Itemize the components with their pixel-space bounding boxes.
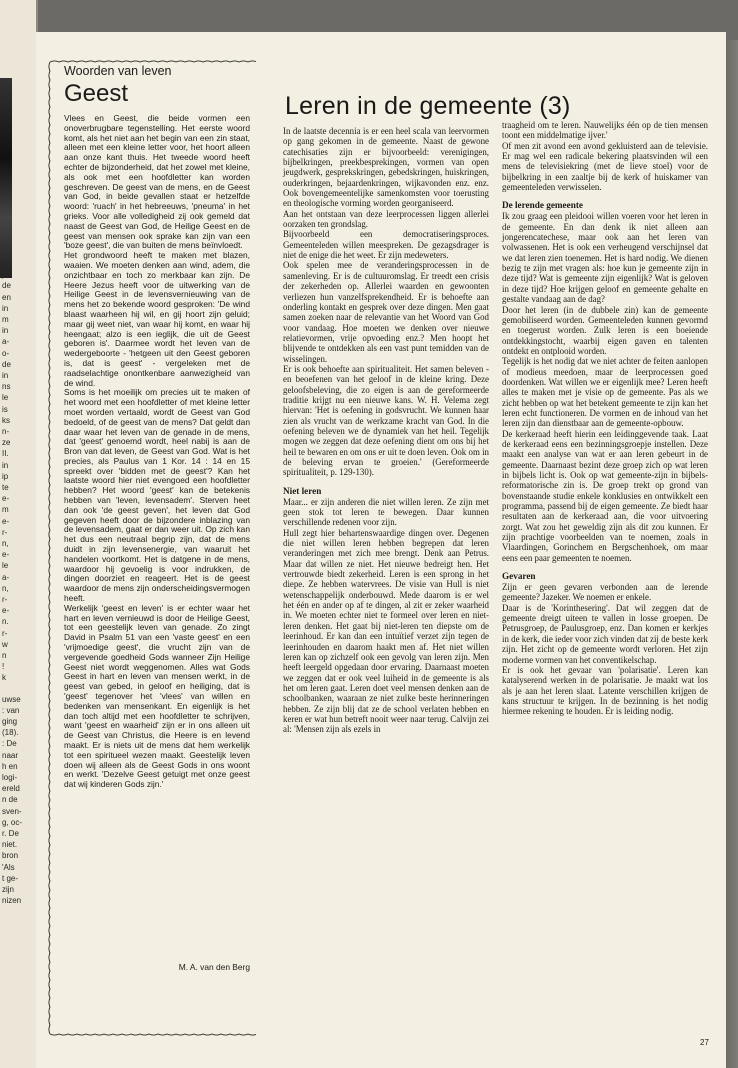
previous-page-fragment: n de [2, 795, 18, 805]
page-number: 27 [700, 1038, 709, 1047]
previous-page-fragment: in [2, 326, 9, 336]
previous-page-fragment: is [2, 404, 8, 414]
previous-page-fragment: sven- [2, 806, 22, 816]
article-column-2 [502, 120, 708, 717]
previous-page-fragment: o- [2, 348, 10, 358]
previous-page-fragment: in [2, 460, 9, 470]
previous-page-fragment: a- [2, 337, 10, 347]
previous-page-fragment: ! [2, 662, 5, 672]
previous-page-fragment: 'Als [2, 862, 15, 872]
previous-page-fragment: nizen [2, 896, 22, 906]
previous-page-fragment: r- [2, 628, 8, 638]
previous-page-fragment: e- [2, 606, 10, 616]
previous-page-fragment: ging [2, 717, 18, 726]
box-paragraph: Werkelijk 'geest en leven' is er echter waar het hart en leven vernieuwd is door de Heilige Geest, tot een geestelijk leven van genade. Zo zingt David in Psalm 51 van een 'vaste geest' en een 'vrijmoedige geest', die vrucht zijn van de vergevende goedheid Gods wanneer Zijn Heilige Geest niet wordt weggenomen. Alles wat Gods Geest in hart en leven van mensen werkt, in de geest van gebed, in geloof en heiliging, dat is 'geest' tegenover het 'vlees' van willen en bedenken van mensenkant. En eigenlijk is het dan toch altijd met een hoofdletter te schrijven, want 'geest en waarheid' zijn er in ons alleen uit de Geest van Christus, die Heere is en levend maakt. Er is niets uit de mens dat hem werkelijk tot een spiritueel wezen maakt. Geestelijk leven doen wij alleen als de Geest Gods in ons woont en werkt. 'Dezelve Geest getuigt met onze geest dat wij kinderen Gods zijn.' [64, 602, 250, 790]
article-paragraph: Of men zit avond een avond gekluisterd aan de televisie. Er mag wel een radicale bekering plaatsvinden wil een mens de televisiekring (met de lieve stoel) voor de bijbelkring in een zaaltje bij de kerk of huiskamer van gemeenteleden verwisselen. [502, 140, 708, 193]
previous-page-fragment: n- [2, 427, 10, 436]
previous-page-fragment: e- [2, 516, 10, 526]
previous-page-fragment: m [2, 505, 9, 515]
box-paragraph: Vlees en Geest, die beide vormen een onoverbrugbare tegenstelling. Het eerste woord komt, als het niet aan het begin van een zin staat, alleen met een kleine letter voor, het hoort alleen aan onze kant thuis. Het tweede woord heeft echter de bijzonderheid, dat het zowel met kleine, als ook met een hoofdletter kan worden geschreven. De geest van de mens, en de Geest van God, in beide gevallen staat er hetzelfde woord: 'ruach' in het hebreeuws, 'pneuma' in het grieks. Voor alle volledigheid zij ook gemeld dat naast de Geest van God, de Heilige Geest en de geest van mensen ook sprake kan zijn van een 'boze geest', die van buiten de mens beïnvloedt. [64, 113, 250, 251]
previous-page-fragment: en [2, 259, 11, 268]
section-heading: Gevaren [502, 571, 536, 582]
section-heading: Niet leren [283, 485, 322, 496]
previous-page-fragment: (18). [2, 728, 19, 738]
paragraph-gap [502, 563, 708, 571]
previous-page-fragment: e- [2, 550, 10, 560]
previous-page-fragment: zijn [2, 885, 15, 894]
previous-page-fragment: r. De [2, 829, 19, 838]
previous-page-edge [0, 0, 38, 1068]
previous-page-fragment: te [2, 483, 9, 492]
article-column-1 [283, 126, 489, 735]
article-paragraph: Zijn er geen gevaren verbonden aan de lerende gemeente? Jazeker. We noemen er enkele. [502, 582, 708, 603]
box-paragraph: Soms is het moeilijk om precies uit te maken of het woord met een hoofdletter of met kleine letter moet worden vertaald, wordt de Geest van God bedoeld, of de geest van de mens? Dat geldt dan daar waar het leven van de genade in de mens, dat 'geest' genoemd wordt, heel nabij is aan de Bron van dat leven, de Geest van God. Wat is het precies, als Paulus van 1 Kor. 14 : 14 en 15 spreekt over 'bidden met de geest'? Kan het laatste woord hier niet evengoed een hoofdletter hebben? Het woord 'geest' kan de betekenis hebben van 'leven, levensadem'. Sterven heet dan ook 'de geest geven', het leven dat God gegeven heeft door de bijzondere inblazing van de levensadem, gaat er dan weer uit. Op zich kan het dus een neutraal begrip zijn, dat de mens duidt in zijn levensenergie, van waaruit het handelen voortkomt. Het is datgene in de mens, waardoor hij gevoelig is voor indrukken, de dingen doorziet en reageert. Het is de geest waardoor de mens zijn onderscheidingsvermogen heeft. [64, 387, 250, 604]
previous-page-fragment: n, [2, 539, 9, 548]
article-paragraph: Door het leren (in de dubbele zin) kan de gemeente gemobiliseerd worden. Gemeenteleden kunnen gevormd en toegerust worden. Zulk leren is een boeiende ontdekkingstocht, waarbij eigen gaven en talenten ontdekt en ontplooid worden. [502, 304, 708, 356]
article-paragraph: Aan het ontstaan van deze leerprocessen liggen allerlei oorzaken ten grondslag. [283, 208, 489, 230]
previous-page-fragment: le [2, 561, 9, 571]
previous-page-fragment: : De [2, 739, 17, 749]
previous-page-fragment: logi- [2, 773, 18, 782]
article-paragraph: Tegelijk is het nodig dat we niet achter de feiten aanlopen of modieus meedoen, maar de leerprocessen goed doordenken. Wat willen we er eigenlijk mee? Leren heeft alles te maken met je visie op de gemeente. Pas als we zicht hebben op wat het betekent gemeente te zijn kan het leren echt functioneren. De vormen en de inhoud van het leren zijn dan dienstbaar aan de gemeente-opbouw. [502, 356, 708, 429]
previous-page-fragment: ks [2, 415, 10, 425]
previous-page-fragment: naar [2, 750, 19, 760]
box-body [64, 114, 250, 790]
article-paragraph: Ook spelen mee de veranderingsprocessen in de samenleving. Er is de cultuuromslag. Er treedt een crisis der zekerheden op. Allerlei waarden en gewoonten verliezen hun vanzelfsprekendheid. Er is behoefte aan onderling kontakt en gesprek over deze dingen. Men gaat samen zoeken naar de relevantie van het Woord van God voor vandaag. Hoe moeten we denken over nieuwe relatievormen, vrije opvoeding enz.? Men hoopt het blijvende te ontdekken als een vast punt temidden van de wisselingen. [283, 260, 489, 364]
section-heading: De lerende gemeente [502, 200, 583, 211]
previous-page-fragment: jf, [2, 270, 9, 280]
article-paragraph: In de laatste decennia is er een heel scala van leervormen op gang gekomen in de gemeente. Naast de gewone catechisaties zijn er bijvoorbeeld: verenigingen, bijbelkringen, preekbesprekingen, vormen van open jeugdwerk, gesprekskringen, gebedskringen, huiskringen, ouderkringen, bejaardenkringen, wijkavonden enz. enz. Ook bovengemeentelijke samenkomsten voor toerusting en theologische vorming worden georganiseerd. [283, 126, 489, 209]
previous-page-fragment: uwse [2, 694, 21, 704]
previous-page-fragment: r- [2, 595, 8, 604]
box-signature: M. A. van den Berg [178, 962, 250, 972]
previous-page-fragment: e- [2, 494, 10, 504]
previous-page-fragment: niet. [2, 840, 18, 850]
article-paragraph: traagheid om te leren. Nauwelijks één op de tien mensen toont een middelmatige ijver.' [502, 120, 708, 141]
previous-page-fragment: bron [2, 851, 19, 861]
previous-page-fragment: ns [2, 382, 11, 392]
article-paragraph: Hull zegt hier behartenswaardige dingen over. Degenen die niet willen leren hebben begrepen dat leren veranderingen met zich mee brengt. Denk aan Petrus. Maar dat willen ze niet. Het nieuwe bedreigt hen. Het vertrouwde biedt zekerheid. Leren is een sprong in het diepe. Ze hebben watervrees. De visie van Hull is niet wetenschappelijk onderbouwd. Mede daarom is er wel het één en ander op af te dingen, al zit er zeker waarheid in. We moeten echter niet te formeel over leren en niet-leren denken. Het gaat bij niet-leren ten diepste om de leerinhoud. Er kan dan een intuïtief verzet zijn tegen de leerinhouden en daarom haakt men af. Het niet willen leren kan op zichzelf ook een gevolg van leren zijn. Men heeft leergeld opgedaan door ervaring. Daarnaast moeten we zeggen dat er ook veel luiheid in de gemeente is als het om leren gaat. Leren doet veel mensen denken aan de schoolbanken, waaraan ze niet zulke beste herinneringen hebben. Ze zijn blij dat ze de school verlaten hebben en keren er wat hun betreft nooit weer naar terug. Calvijn zei al: 'Mensen zijn als ezels in [283, 527, 489, 735]
previous-page-fragment: in [2, 303, 9, 313]
previous-page-fragment: n [2, 651, 7, 660]
sidebar-box [44, 56, 256, 1036]
previous-page-fragment: a- [2, 572, 10, 582]
magazine-page [36, 32, 726, 1068]
article-paragraph: De kerkeraad heeft hierin een leidinggevende taak. Laat de kerkeraad eens een bezinningsgroepje instellen. Deze maakt een analyse van wat er aan leren gebeurt in de gemeente. Daarnaast bezint deze groep zich op wat leren in bijbels licht is. Ook op wat gemeente-zijn in bijbels-reformatorische zin is. De groep trekt op grond van bovenstaande studie enkele konklusies en ontwikkelt een programma, passend bij de eigen gemeente. Ze biedt haar resultaten aan de kerkeraad aan, die voor uitvoering zorgt. Wat zou het geweldig zijn als dit zou kunnen. Er zijn prachtige voorbeelden van te noemen, zoals in Vlaardingen, Gorinchem en Bergschenhoek, om maar eens een paar gemeenten te noemen. [502, 428, 708, 563]
previous-page-fragment: n, [2, 583, 9, 593]
article-paragraph: Bijvoorbeeld een democratiseringsproces. Gemeenteleden willen meespreken. De gezagsdrager is niet de enige die het weet. Er zijn medeweters. [283, 229, 489, 261]
previous-page-fragment: de [2, 359, 11, 369]
previous-page-fragment: : van [2, 705, 20, 715]
article-paragraph: Er is ook behoefte aan spiritualiteit. Het samen beleven - en beoefenen van het geloof in de kleine kring. Deze geloofsbeleving, die zo eigen is aan de gereformeerde traditie krijgt nu een nieuwe kans. W. H. Velema zegt hiervan: 'Het is oefening in godsvrucht. We kunnen haar zien als vrucht van de werkzame kracht van God. In die oefening beleven we de dynamiek van het heil. Tegelijk mogen we zeggen dat deze oefening dient om ons bij het heil te bewaren en om ons er uit te doen leven. Ook om in de beleving ervan te groeien.' (Gereformeerde spiritualiteit, p. 129-130). [283, 363, 489, 478]
previous-page-fragment: n. [2, 617, 9, 627]
paragraph-gap [283, 478, 489, 486]
previous-page-fragment: in [2, 371, 9, 380]
previous-page-fragment: de [2, 281, 11, 291]
article-paragraph: Maar... er zijn anderen die niet willen leren. Ze zijn met geen stok tot leren te bewegen. Daar kunnen verschillende redenen voor zijn. [283, 496, 489, 528]
previous-page-fragment: t ge- [2, 873, 19, 883]
article-paragraph: Ik zou graag een pleidooi willen voeren voor het leren in de gemeente. En dan denk ik niet alleen aan jongerencatechese, maar ook aan het leren van volwassenen. Het is ook een verheugend verschijnsel dat we dat leren zien toenemen. Het is hard nodig. We dienen bezig te zijn met vragen als: hoe kun je gemeente zijn in deze tijd? Wat is gemeente zijn eigenlijk? Wat is geloven in deze tijd? Hoe krijgen geloof en gemeente gehalte en gestalte vandaag aan de dag? [502, 211, 708, 305]
previous-page-fragment: ip [2, 471, 9, 481]
previous-page-photo [0, 78, 12, 278]
previous-page-fragment: le [2, 393, 9, 403]
article-title: Leren in de gemeente (3) [285, 92, 571, 120]
previous-page-fragment: g, oc- [2, 817, 23, 827]
previous-page-fragment: h en [2, 761, 18, 771]
box-title: Geest [64, 80, 129, 107]
previous-page-fragment: r- [2, 527, 8, 537]
article-paragraph: Er is ook het gevaar van 'polarisatie'. Leren kan katalyserend werken in de polarisatie. Je maakt wat los als je aan het leren slaat. Latente verschillen krijgen de kans structuur te krijgen. In de bezinning is het nodig hiermee rekening te houden. Er is leiding nodig. [502, 664, 708, 717]
previous-page-fragment: II. [2, 449, 9, 459]
previous-page-fragment: k [2, 673, 6, 683]
previous-page-fragment: m [2, 315, 9, 324]
paragraph-gap [502, 192, 708, 200]
article-paragraph: Daar is de 'Korinthesering'. Dat wil zeggen dat de gemeente dreigt uiteen te vallen in losse groepen. De Petrusgroep, de Paulusgroep, enz. Dan komen er kerkjes in de kerk, die ieder voor zich vinden dat zij de beste kerk zijn. Het zicht op de gemeente wordt verloren. Het zijn moderne vormen van het conventikelschap. [502, 602, 708, 665]
box-paragraph: Het grondwoord heeft te maken met blazen, waaien. We moeten denken aan wind, adem, die onzichtbaar en toch zo merkbaar kan zijn. De Heere Jezus heeft voor de uitwerking van de Heilige Geest in de levensvernieuwing van de mens het zo bekende woord gesproken: 'De wind blaast waarheen hij wil, en gij hoort zijn geluid; maar gij weet niet, van waar hij komt, en waar hij heengaat; alzo is een ieglijk, die uit de Geest geboren is'. Daarmee wordt het leven van de wedergeboorte - 'hetgeen uit den Geest geboren is, dat is geest' - vergeleken met de raadselachtige onontkenbare aanwezigheid van de wind. [64, 250, 250, 388]
previous-page-fragment: ze [2, 438, 11, 448]
previous-page-fragment: en [2, 292, 11, 302]
previous-page-fragment: ereld [2, 784, 20, 794]
box-kicker: Woorden van leven [64, 64, 172, 78]
previous-page-fragment: w [2, 639, 8, 649]
